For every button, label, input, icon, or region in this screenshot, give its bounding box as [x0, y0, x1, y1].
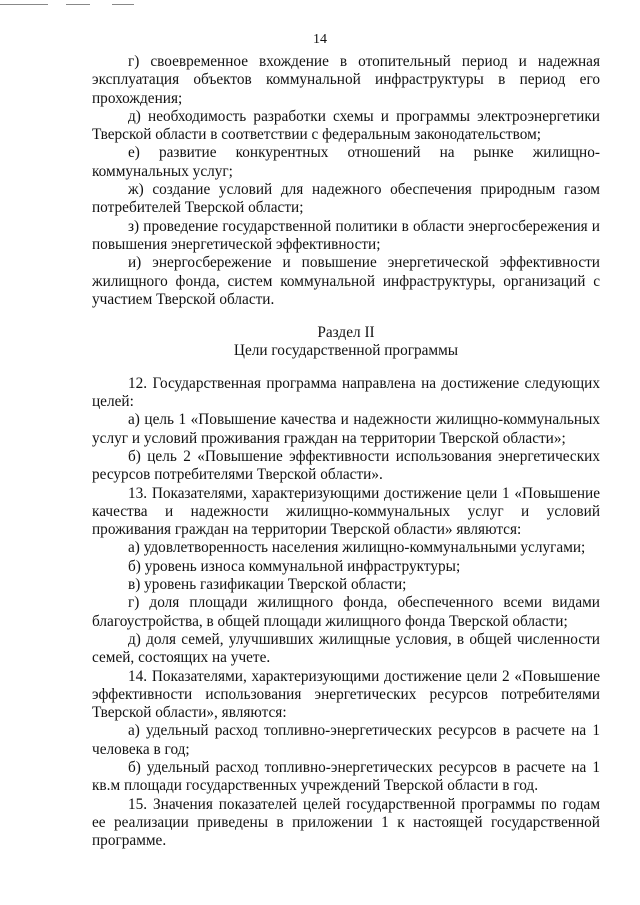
paragraph: з) проведение государственной политики в области энергосбережения и повышения энергетической эффективности; [92, 217, 600, 253]
paragraph: а) цель 1 «Повышение качества и надежности жилищно-коммунальных услуг и условий проживания граждан на территории Тверской области»; [92, 411, 600, 447]
paragraph: д) доля семей, улучшивших жилищные условия, в общей численности семей, состоящих на учете. [92, 630, 600, 667]
paragraph: в) уровень газификации Тверской области; [128, 576, 407, 594]
paragraph: 15. Значения показателей целей государственной программы по годам ее реализации приведены в приложении 1 к настоящей государственной программе. [92, 795, 600, 850]
paragraph: б) уровень износа коммунальной инфраструктуры; [128, 557, 461, 575]
paragraph: 13. Показателями, характеризующими достижение цели 1 «Повышение качества и надежности жилищно-коммунальных услуг и условий проживания граждан на территории Тверской области» являются: [92, 484, 600, 539]
section-title: Цели государственной программы [233, 342, 459, 360]
paragraph: 14. Показателями, характеризующими достижение цели 2 «Повышение эффективности использования энергетических ресурсов потребителями Тверской области», являются: [92, 667, 600, 722]
section-label: Раздел II [317, 324, 375, 342]
document-body [92, 53, 600, 850]
paragraph: д) необходимость разработки схемы и программы электроэнергетики Тверской области в соответствии с федеральным законодательством; [92, 107, 600, 144]
scan-edge-marks [0, 4, 640, 7]
paragraph: г) доля площади жилищного фонда, обеспеченного всеми видами благоустройства, в общей площади жилищного фонда Тверской области; [92, 594, 600, 630]
paragraph: 12. Государственная программа направлена на достижение следующих целей: [92, 374, 600, 411]
paragraph: г) своевременное вхождение в отопительный период и надежная эксплуатация объектов коммунальной инфраструктуры в период его прохождения; [92, 53, 600, 107]
page-number: 14 [313, 32, 327, 47]
paragraph: а) удовлетворенность населения жилищно-коммунальными услугами; [128, 539, 586, 557]
paragraph: б) цель 2 «Повышение эффективности использования энергетических ресурсов потребителями Тверской области». [92, 447, 600, 484]
paragraph: а) удельный расход топливно-энергетических ресурсов в расчете на 1 человека в год; [92, 722, 600, 758]
paragraph: и) энергосбережение и повышение энергетической эффективности жилищного фонда, систем коммунальной инфраструктуры, организаций с участием Тверской области. [92, 254, 600, 308]
paragraph: б) удельный расход топливно-энергетических ресурсов в расчете на 1 кв.м площади государственных учреждений Тверской области в год. [92, 758, 600, 795]
paragraph: е) развитие конкурентных отношений на рынке жилищно-коммунальных услуг; [92, 144, 600, 180]
paragraph: ж) создание условий для надежного обеспечения природным газом потребителей Тверской области; [92, 181, 600, 217]
